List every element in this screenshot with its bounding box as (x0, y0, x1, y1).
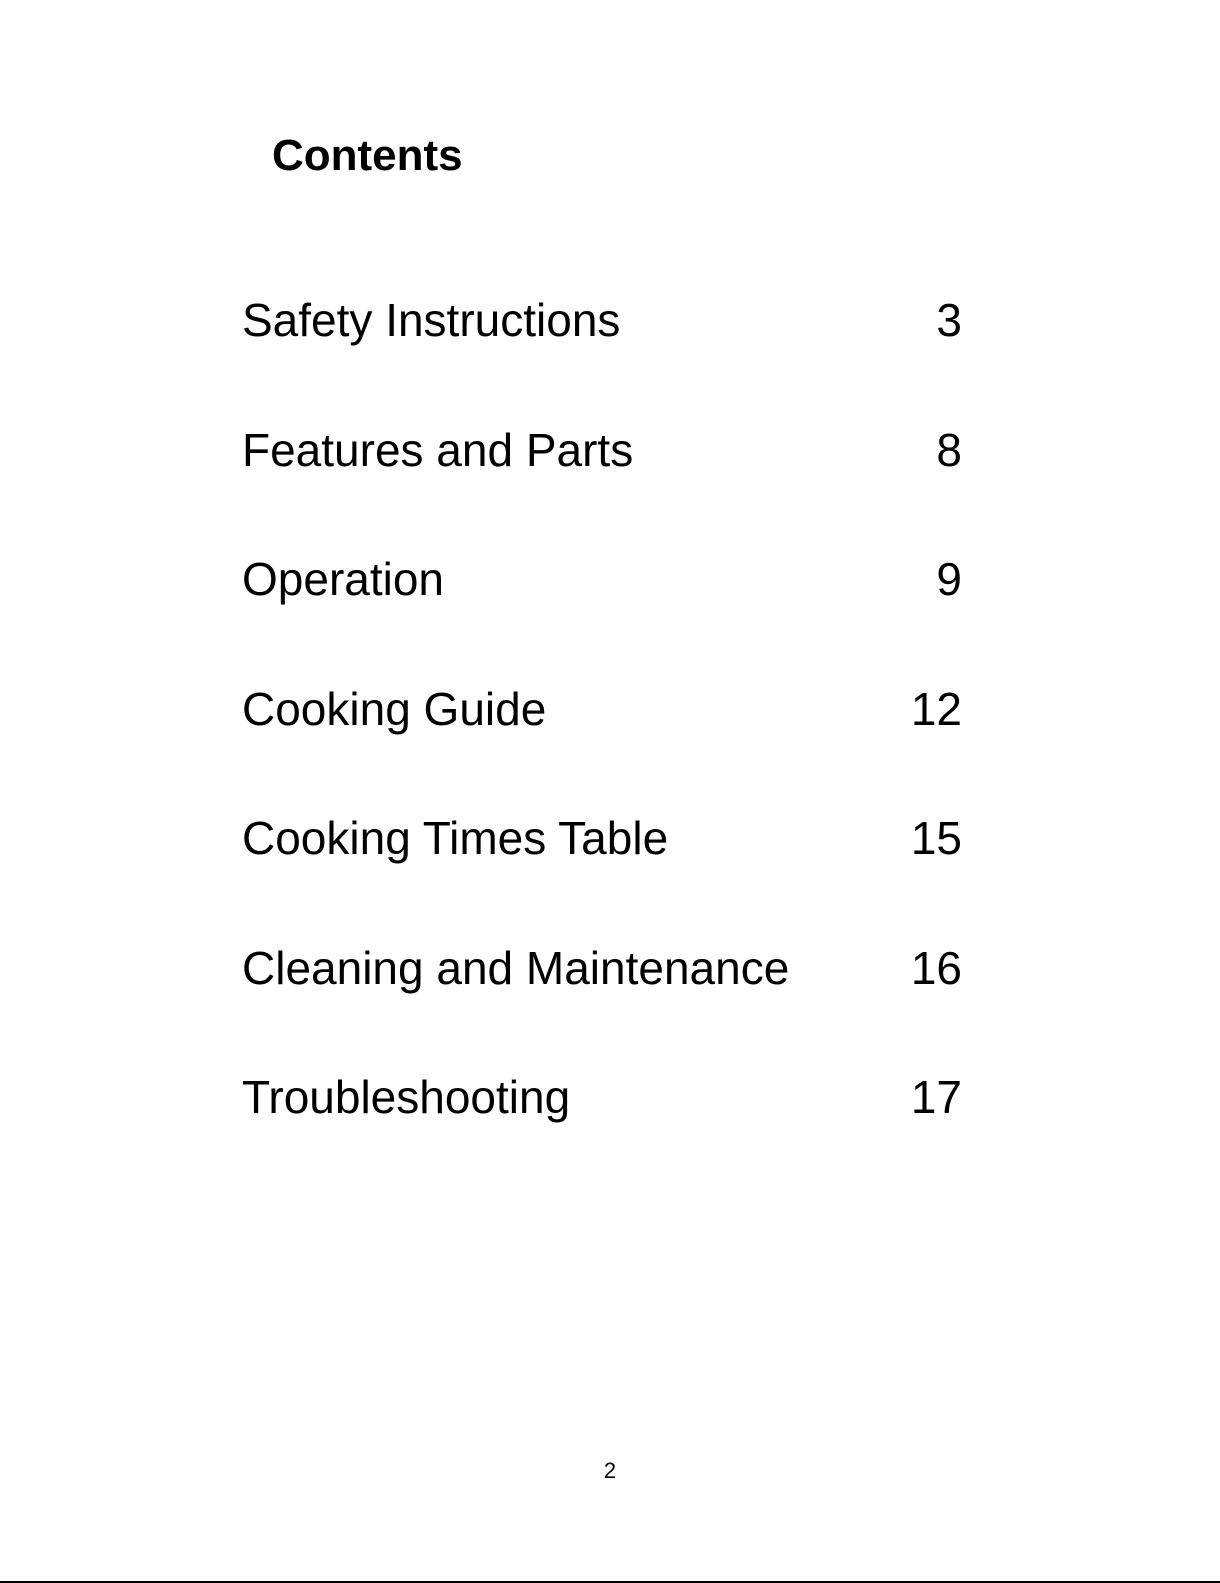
toc-entry-troubleshooting (242, 1067, 962, 1127)
toc-entry-page: 17 (910, 1071, 962, 1123)
toc-entry-cooking-guide (242, 679, 962, 739)
toc-entry-page: 12 (910, 682, 962, 735)
toc-entry-page: 16 (910, 941, 962, 994)
toc-entry-title: Operation (242, 553, 445, 605)
toc-entry-safety-instructions (242, 290, 962, 350)
toc-entry-title: Cleaning and Maintenance (242, 941, 790, 994)
contents-heading: Contents (272, 131, 463, 180)
toc-entry-cooking-times-table (242, 808, 962, 868)
toc-entry-page: 3 (936, 294, 962, 346)
table-of-contents (242, 290, 962, 1127)
toc-entry-cleaning-and-maintenance (242, 938, 962, 998)
toc-entry-title: Features and Parts (242, 423, 634, 476)
toc-entry-title: Cooking Guide (242, 682, 547, 735)
toc-entry-title: Safety Instructions (242, 294, 621, 346)
footer-page-number: 2 (603, 1458, 617, 1483)
toc-entry-page: 8 (936, 423, 962, 476)
toc-entry-page: 9 (936, 553, 962, 605)
toc-entry-operation (242, 549, 962, 609)
toc-entry-page: 15 (910, 812, 962, 864)
toc-entry-title: Cooking Times Table (242, 812, 669, 864)
toc-entry-features-and-parts (242, 420, 962, 480)
toc-entry-title: Troubleshooting (242, 1071, 571, 1123)
